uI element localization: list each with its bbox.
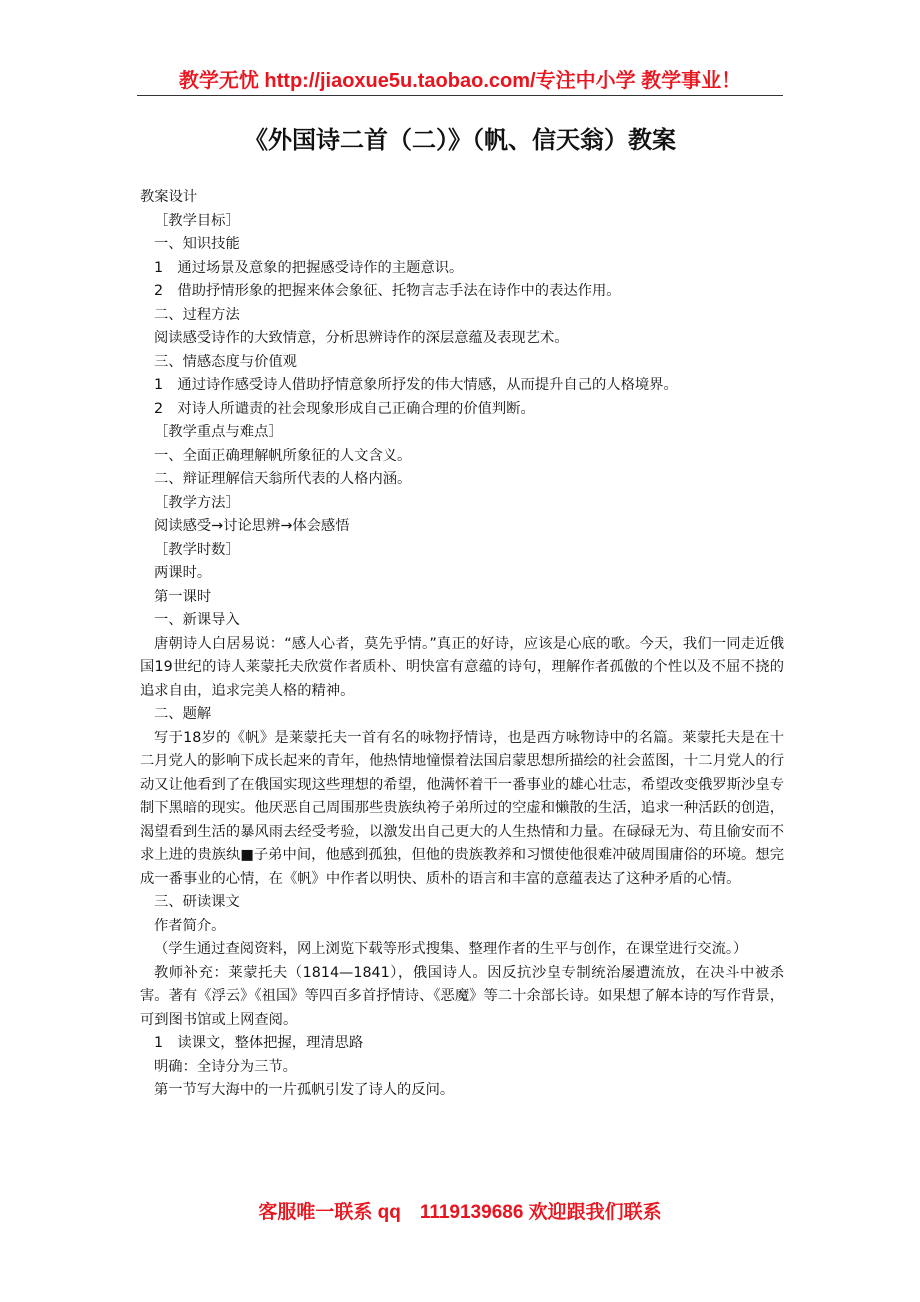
list-item: 一、全面正确理解帆所象征的人文含义。 [154, 447, 412, 464]
subheading: 三、研读课文 [154, 894, 240, 910]
text-line: 第一节写大海中的一片孤帆引发了诗人的反问。 [154, 1082, 455, 1098]
paragraph: 教师补充：莱蒙托夫（1814—1841），俄国诗人。因反抗沙皇专制统治屡遭流放，在决斗中被杀害。著有《浮云》《祖国》等四百多首抒情诗、《恶魔》等二十余部长诗。如果想了解本诗的写作背景，可到图书馆或上网查阅。 [140, 964, 784, 1028]
text-line: 阅读感受→讨论思辨→体会感悟 [154, 518, 350, 534]
text-line: 作者简介。 [154, 917, 226, 934]
section-label: 教案设计 [140, 189, 198, 205]
section-heading: ［教学方法］ [154, 494, 240, 511]
paragraph: （学生通过查阅资料，网上浏览下载等形式搜集、整理作者的生平与创作，在课堂进行交流。） [154, 941, 748, 957]
list-item: 二、辩证理解信天翁所代表的人格内涵。 [154, 471, 412, 487]
section-heading: ［教学时数］ [154, 541, 240, 558]
subheading: 第一课时 [154, 588, 212, 605]
subheading: 二、题解 [154, 706, 212, 722]
footer-contact: 客服唯一联系 qq 1119139686 欢迎跟我们联系 [258, 1202, 662, 1223]
paragraph: 写于18岁的《帆》是莱蒙托夫一首有名的咏物抒情诗，也是西方咏物诗中的名篇。莱蒙托夫是在十二月党人的影响下成长起来的青年，他热情地憧憬着法国启蒙思想所描绘的社会蓝图，十二月党人的行动又让他看到了在俄国实现这些理想的希望，他满怀着干一番事业的雄心壮志，希望改变俄罗斯沙皇专制下黑暗的现实。他厌恶自己周围那些贵族纨袴子弟所过的空虚和懒散的生活，追求一种活跃的创造，渴望看到生活的暴风雨去经受考验，以激发出自己更大的人生热情和力量。在碌碌无为、苟且偷安而不求上进的贵族纨■子弟中间，他感到孤独，但他的贵族教养和习惯使他很难冲破周围庸俗的环境。想完成一番事业的心情，在《帆》中作者以明快、质朴的语言和丰富的意蕴表达了这种矛盾的心情。 [140, 729, 784, 887]
subheading: 一、新课导入 [154, 612, 240, 628]
document-body [140, 186, 784, 1103]
list-item: 2 借助抒情形象的把握来体会象征、托物言志手法在诗作中的表达作用。 [154, 283, 621, 299]
header-divider [137, 95, 783, 96]
list-item: 1 通过场景及意象的把握感受诗作的主题意识。 [154, 259, 464, 276]
subheading: 二、过程方法 [154, 306, 240, 323]
text-line: 明确：全诗分为三节。 [154, 1058, 297, 1075]
document-title: 《外国诗二首（二）》（帆、信天翁）教案 [244, 126, 676, 154]
list-item: 2 对诗人所谴责的社会现象形成自己正确合理的价值判断。 [154, 400, 535, 417]
paragraph: 唐朝诗人白居易说：“感人心者，莫先乎情。”真正的好诗，应该是心底的歌。今天，我们一同走近俄国19世纪的诗人莱蒙托夫欣赏作者质朴、明快富有意蕴的诗句，理解作者孤傲的个性以及不屈不挠的追求自由，追求完美人格的精神。 [140, 635, 784, 699]
list-item: 1 通过诗作感受诗人借助抒情意象所抒发的伟大情感，从而提升自己的人格境界。 [154, 377, 678, 393]
subheading: 一、知识技能 [154, 236, 240, 252]
section-heading: ［教学目标］ [154, 212, 240, 229]
text-line: 两课时。 [154, 565, 212, 581]
list-item: 1 读课文，整体把握，理清思路 [154, 1035, 364, 1051]
header-banner: 教学无忧 http://jiaoxue5u.taobao.com/专注中小学 教学事业！ [178, 70, 742, 92]
section-heading: ［教学重点与难点］ [154, 424, 283, 440]
text-line: 阅读感受诗作的大致情意，分析思辨诗作的深层意蕴及表现艺术。 [154, 330, 569, 346]
subheading: 三、情感态度与价值观 [154, 353, 297, 370]
